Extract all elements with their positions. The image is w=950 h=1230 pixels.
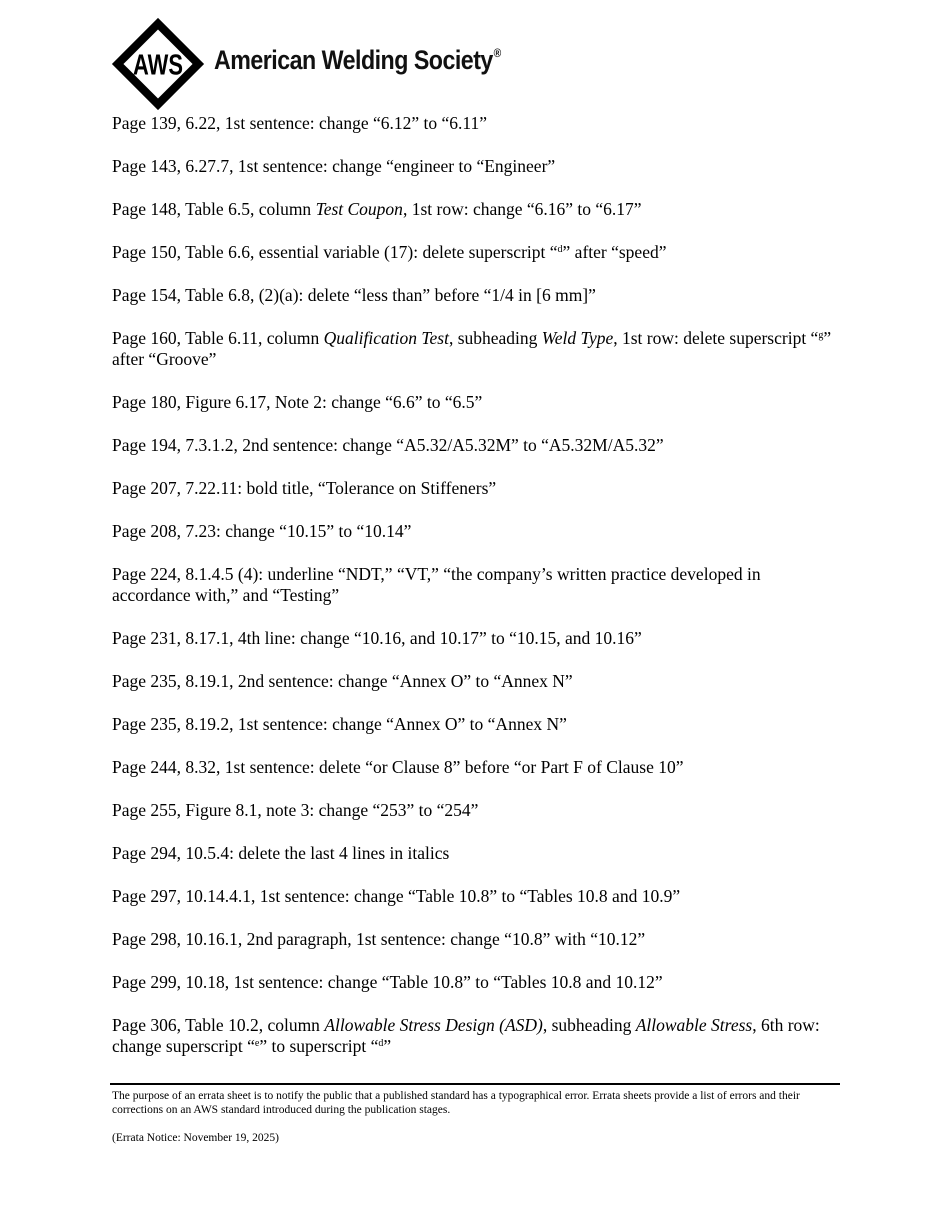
errata-entry: Page 224, 8.1.4.5 (4): underline “NDT,” “VT,” “the company’s written practice developed in accordance with,” and “Testing”	[112, 564, 761, 605]
errata-entry: Page 139, 6.22, 1st sentence: change “6.12” to “6.11”	[112, 113, 488, 133]
errata-list	[112, 113, 840, 1079]
errata-entry: Page 208, 7.23: change “10.15” to “10.14”	[112, 521, 412, 541]
errata-entry: Page 235, 8.19.2, 1st sentence: change “Annex O” to “Annex N”	[112, 714, 567, 734]
logo-mark-text: AWS	[133, 49, 183, 82]
errata-entry: Page 298, 10.16.1, 2nd paragraph, 1st sentence: change “10.8” with “10.12”	[112, 929, 646, 949]
errata-entry: Page 231, 8.17.1, 4th line: change “10.16, and 10.17” to “10.15, and 10.16”	[112, 628, 642, 648]
errata-entry: Page 160, Table 6.11, column Qualification Test, subheading Weld Type, 1st row: delete superscript “$^g$” after “Groove”	[112, 328, 832, 369]
errata-entry: Page 235, 8.19.1, 2nd sentence: change “Annex O” to “Annex N”	[112, 671, 573, 691]
errata-entry: Page 297, 10.14.4.1, 1st sentence: change “Table 10.8” to “Tables 10.8 and 10.9”	[112, 886, 681, 906]
registered-mark: ®	[493, 45, 501, 60]
errata-entry: Page 148, Table 6.5, column Test Coupon, 1st row: change “6.16” to “6.17”	[112, 199, 642, 219]
errata-entry: Page 255, Figure 8.1, note 3: change “253” to “254”	[112, 800, 479, 820]
org-name-text: American Welding Society	[214, 44, 493, 75]
errata-entry: Page 143, 6.27.7, 1st sentence: change “engineer to “Engineer”	[112, 156, 556, 176]
errata-entry: Page 244, 8.32, 1st sentence: delete “or Clause 8” before “or Part F of Clause 10”	[112, 757, 684, 777]
errata-entry: Page 150, Table 6.6, essential variable (17): delete superscript “$^d$” after “speed”	[112, 242, 667, 262]
aws-logo	[110, 16, 547, 112]
org-name	[214, 45, 501, 76]
errata-entry: Page 207, 7.22.11: bold title, “Tolerance on Stiffeners”	[112, 478, 497, 498]
errata-notice-date: (Errata Notice: November 19, 2025)	[112, 1132, 280, 1144]
errata-entry: Page 154, Table 6.8, (2)(a): delete “less than” before “1/4 in [6 mm]”	[112, 285, 596, 305]
footer-note: The purpose of an errata sheet is to notify the public that a published standard has a typographical error. Errata sheets provide a list of errors and their corrections on an AWS standard introduced during the publication stages.	[112, 1090, 800, 1116]
errata-entry: Page 299, 10.18, 1st sentence: change “Table 10.8” to “Tables 10.8 and 10.12”	[112, 972, 663, 992]
errata-entry: Page 194, 7.3.1.2, 2nd sentence: change “A5.32/A5.32M” to “A5.32M/A5.32”	[112, 435, 664, 455]
footer-divider	[110, 1083, 840, 1085]
errata-entry: Page 180, Figure 6.17, Note 2: change “6.6” to “6.5”	[112, 392, 483, 412]
errata-entry: Page 306, Table 10.2, column Allowable Stress Design (ASD), subheading Allowable Stress, 6th row: change superscript “$^e$” to superscript “$^d$”	[112, 1015, 820, 1056]
errata-entry: Page 294, 10.5.4: delete the last 4 lines in italics	[112, 843, 450, 863]
aws-diamond-logo-icon	[110, 16, 206, 112]
